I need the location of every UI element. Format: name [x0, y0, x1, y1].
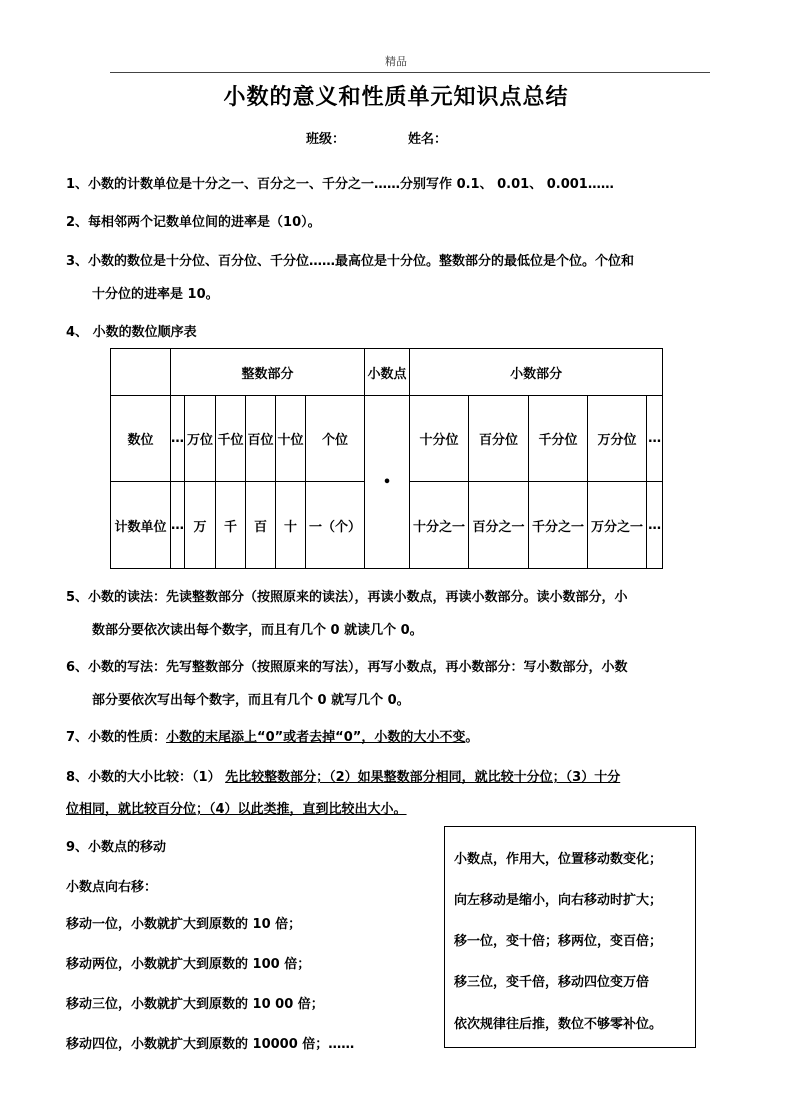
header-mark: 精品	[385, 55, 407, 68]
move-right-title: 小数点向右移：	[66, 880, 158, 895]
unit-cell: 千	[216, 482, 246, 569]
decimal-point-header: 小数点	[365, 349, 410, 396]
place-cell: 千分位	[529, 396, 588, 482]
place-cell: 十位	[276, 396, 306, 482]
integer-part-header: 整数部分	[171, 349, 365, 396]
unit-row-label: 计数单位	[111, 482, 171, 569]
table-ellipsis: …	[171, 396, 185, 482]
table-corner-cell	[111, 349, 171, 396]
place-cell: 万分位	[588, 396, 647, 482]
point-8-line-1	[66, 766, 620, 785]
point-6-line-2: 部分要依次写出每个数字，而且有几个 0 就写几个 0。	[92, 693, 410, 708]
table-ellipsis: …	[647, 396, 663, 482]
place-cell: 十分位	[410, 396, 469, 482]
class-label: 班级：	[306, 132, 346, 147]
mnemonic-line: 移一位，变十倍；移两位，变百倍；	[454, 934, 663, 949]
page-title: 小数的意义和性质单元知识点总结	[223, 85, 569, 110]
place-row-label: 数位	[111, 396, 171, 482]
move-two: 移动两位，小数就扩大到原数的 100 倍；	[66, 957, 311, 972]
place-cell: 百分位	[469, 396, 529, 482]
unit-cell: 十分之一	[410, 482, 469, 569]
point-9: 9、小数点的移动	[66, 840, 167, 855]
point-2: 2、每相邻两个记数单位间的进率是（10）。	[66, 215, 321, 230]
unit-cell: 千分之一	[529, 482, 588, 569]
place-value-table	[110, 348, 663, 569]
table-ellipsis: …	[647, 482, 663, 569]
point-5-line-1: 5、小数的读法：先读整数部分（按照原来的读法），再读小数点，再读小数部分。读小数部分，小	[66, 590, 628, 605]
point-7-end: 。	[465, 730, 479, 745]
point-1: 1、小数的计数单位是十分之一、百分之一、千分之一……分别写作 0.1、 0.01、 0.001……	[66, 177, 614, 192]
point-7-prefix: 7、小数的性质：	[66, 730, 167, 745]
place-cell: 千位	[216, 396, 246, 482]
place-cell: 万位	[185, 396, 216, 482]
point-8-line-2: 位相同，就比较百分位；（4）以此类推，直到比较出大小。	[66, 802, 407, 817]
decimal-part-header: 小数部分	[410, 349, 663, 396]
point-7	[66, 726, 478, 745]
point-5-line-2: 数部分要依次读出每个数字，而且有几个 0 就读几个 0。	[92, 623, 423, 638]
move-one: 移动一位，小数就扩大到原数的 10 倍；	[66, 917, 302, 932]
unit-cell: 百分之一	[469, 482, 529, 569]
move-four: 移动四位，小数就扩大到原数的 10000 倍；……	[66, 1037, 355, 1052]
unit-cell: 百	[246, 482, 276, 569]
mnemonic-line: 依次规律往后推，数位不够零补位。	[454, 1017, 663, 1032]
point-3-line-2: 十分位的进率是 10。	[92, 287, 219, 302]
unit-cell: 十	[276, 482, 306, 569]
point-3-line-1: 3、小数的数位是十分位、百分位、千分位……最高位是十分位。整数部分的最低位是个位。个位和	[66, 254, 635, 269]
unit-cell: 万	[185, 482, 216, 569]
point-7-rule: 小数的末尾添上“0”或者去掉“0”，小数的大小不变	[166, 730, 466, 745]
point-8-prefix: 8、小数的大小比较：（1）	[66, 770, 221, 785]
mnemonic-line: 向左移动是缩小，向右移动时扩大；	[454, 893, 663, 908]
move-three: 移动三位，小数就扩大到原数的 10 00 倍；	[66, 997, 324, 1012]
decimal-point-cell: •	[365, 396, 410, 569]
unit-cell: 一（个）	[306, 482, 365, 569]
point-4: 4、 小数的数位顺序表	[66, 325, 197, 340]
unit-cell: 万分之一	[588, 482, 647, 569]
place-cell: 个位	[306, 396, 365, 482]
mnemonic-line: 移三位，变千倍，移动四位变万倍	[454, 975, 650, 990]
mnemonic-line: 小数点，作用大，位置移动数变化；	[454, 852, 663, 867]
place-cell: 百位	[246, 396, 276, 482]
point-8-rule-a: 先比较整数部分；（2）如果整数部分相同，就比较十分位；（3）十分	[225, 770, 621, 785]
point-6-line-1: 6、小数的写法：先写整数部分（按照原来的写法），再写小数点，再小数部分：写小数部分，小数	[66, 660, 628, 675]
header-divider	[110, 72, 710, 73]
name-label: 姓名：	[408, 132, 448, 147]
table-ellipsis: …	[171, 482, 185, 569]
